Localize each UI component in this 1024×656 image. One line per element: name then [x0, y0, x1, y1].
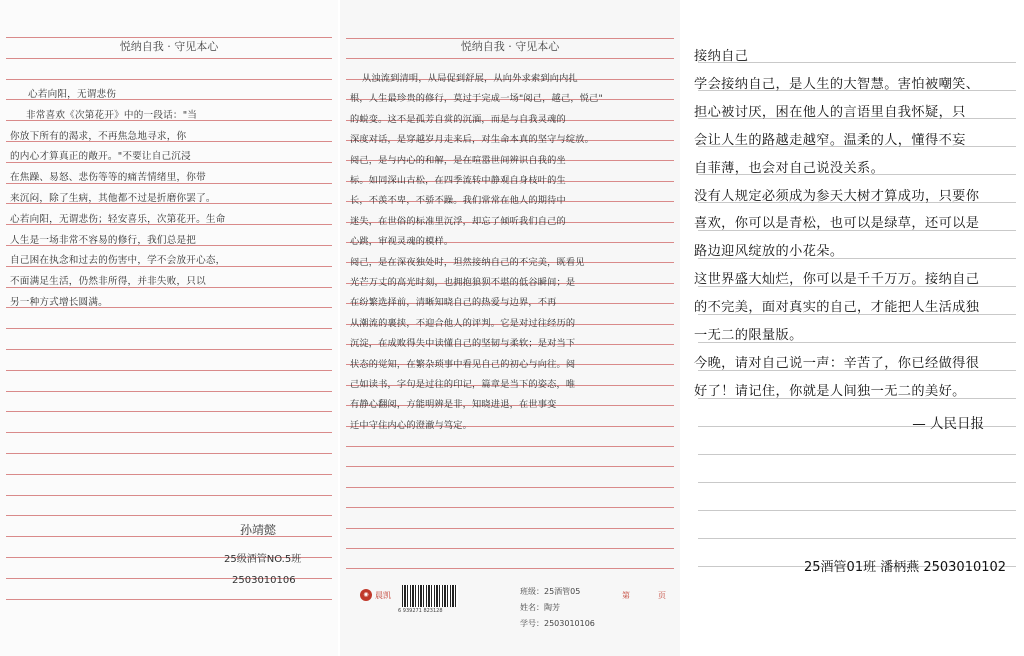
text-line: 从浊流到清明，从局促到舒展，从向外求索到向内扎 [362, 73, 578, 84]
rule-line [346, 528, 674, 529]
rule-line [6, 432, 332, 433]
source-attribution: — 人民日报 [912, 416, 984, 432]
text-line: 学会接纳自己，是人生的大智慧。害怕被嘲笑、 [694, 76, 980, 92]
text-line: 非常喜欢《次第花开》中的一段话："当 [26, 109, 198, 121]
text-line: 从潮流的裹挟，不迎合他人的评判。它是对过往经历的 [350, 317, 576, 329]
brand-name: 晨凯 [375, 591, 391, 600]
text-line: 接纳自己 [694, 49, 749, 64]
text-line: 来沉闷，除了生病，其他都不过是折磨你罢了。 [10, 193, 216, 204]
rule-line [6, 495, 332, 496]
class-field [520, 586, 580, 597]
rule-line [6, 474, 332, 475]
text-line: 路边迎风绽放的小花朵。 [694, 244, 844, 260]
class-label: 班级： [520, 587, 544, 596]
text-line: 好了！请记住，你就是人间独一无二的美好。 [694, 383, 966, 399]
text-line: 自己困在执念和过去的伤害中，学不会放开心态， [10, 255, 226, 267]
text-line: 另一种方式增长圆满。 [10, 297, 108, 308]
text-line: 在纷繁选择前，清晰知晓自己的热爱与边界，不再 [350, 297, 557, 309]
author-name: 孙靖懿 [240, 523, 277, 537]
text-line: 没有人规定必须成为参天大树才算成功，只要你 [694, 188, 980, 204]
rule-line [346, 548, 674, 549]
essay-page-middle [340, 0, 680, 656]
text-line: 担心被讨厌，困在他人的言语里自我怀疑，只 [694, 104, 966, 120]
text-line: 心若向阳，无谓悲伤；轻安喜乐，次第花开。生命 [10, 213, 226, 225]
text-line: 在焦躁、易怒、悲伤等等的痛苦情绪里，你带 [10, 172, 206, 184]
rule-line [6, 58, 332, 59]
barcode-icon [402, 585, 458, 607]
rule-line [6, 515, 332, 516]
rule-line [6, 536, 332, 537]
rule-line [6, 453, 332, 454]
rule-line [6, 599, 332, 600]
text-line: 迷失，在世俗的标准里沉浮，却忘了倾听我们自己的 [350, 215, 566, 227]
text-line: 心跳，审视灵魂的模样。 [350, 236, 454, 248]
text-line: 人生是一场非常不容易的修行，我们总是把 [10, 234, 197, 246]
text-line: 光芒万丈的高光时刻，也拥抱狼狈不堪的低谷瞬间；是 [350, 277, 576, 288]
text-line: 己如读书，字句是过往的印记，篇章是当下的姿态，唯 [350, 379, 576, 390]
text-line: 喜欢，你可以是青松，也可以是绿草，还可以是 [694, 216, 980, 232]
barcode-number: 6 939271 823128 [398, 608, 443, 614]
rule-line [6, 391, 332, 392]
author-signature: 25酒管01班 潘柄燕 2503010102 [804, 560, 1007, 575]
page-title: 悦纳自我 · 守见本心 [119, 40, 219, 53]
text-line: 的蜕变。这不是孤芳自赏的沉湎，而是与自我灵魂的 [350, 113, 566, 125]
rule-line [698, 454, 1016, 455]
page-number-label-left: 第 [622, 591, 630, 600]
essay-page-right [684, 0, 1024, 656]
rule-line [698, 538, 1016, 539]
rule-line [346, 568, 674, 569]
rule-line [6, 328, 332, 329]
text-line: 标。如同深山古松，在四季流转中静观自身枝叶的生 [350, 175, 566, 186]
text-line: 的内心才算真正的敞开。"不要让自己沉浸 [10, 151, 191, 163]
rule-line [6, 79, 332, 80]
rule-line [346, 507, 674, 508]
rule-line [346, 446, 674, 447]
rule-line [6, 370, 332, 371]
name-value: 陶芳 [544, 603, 560, 612]
text-line: 阅己，是与内心的和解，是在喧嚣世间辨识自我的坐 [350, 154, 566, 166]
text-line: 自菲薄，也会对自己说没关系。 [694, 160, 885, 176]
author-student-id: 2503010106 [232, 575, 296, 586]
id-field [520, 618, 595, 629]
rule-line [6, 411, 332, 412]
text-line: 的不完美，面对真实的自己，才能把人生活成独 [694, 300, 980, 316]
text-line: 有静心翻阅，方能明辨是非，知晓进退，在世事变 [350, 399, 557, 411]
id-label: 学号： [520, 619, 544, 628]
rule-line [698, 482, 1016, 483]
rule-line [698, 510, 1016, 511]
text-line: 沉淀，在成败得失中读懂自己的坚韧与柔软；是对当下 [350, 338, 576, 350]
text-line: 心若向阳，无谓悲伤 [28, 89, 117, 100]
text-line: 会让人生的路越走越窄。温柔的人，懂得不妄 [694, 132, 966, 148]
page-title: 悦纳自我 · 守见本心 [460, 40, 560, 53]
rule-line [346, 487, 674, 488]
id-value: 2503010106 [544, 619, 595, 628]
text-line: 状态的觉知，在繁杂琐事中看见自己的初心与向往。阅 [350, 358, 576, 370]
text-line: 你放下所有的渴求，不再焦急地寻求，你 [10, 130, 187, 142]
text-line: 一无二的限量版。 [694, 328, 803, 343]
author-class: 25级酒管NO.5班 [224, 554, 302, 565]
class-value: 25酒管05 [544, 587, 581, 596]
page-number-label-right: 页 [658, 591, 666, 600]
name-field [520, 602, 560, 613]
rule-line [6, 349, 332, 350]
name-label: 姓名： [520, 603, 544, 612]
text-line: 根，人生最珍贵的修行，莫过于完成一场"阅己，越己，悦己" [350, 93, 603, 105]
text-line: 迁中守住内心的澄澈与笃定。 [350, 419, 473, 431]
rule-line [346, 466, 674, 467]
text-line: 今晚，请对自己说一声：辛苦了，你已经做得很 [694, 355, 980, 371]
text-line: 阅己，是在深夜独处时，坦然接纳自己的不完美，既看见 [350, 256, 585, 268]
text-line: 深度对话，是穿越岁月走来后，对生命本真的坚守与绽放。 [350, 134, 595, 146]
text-line: 不面满足生活，仍然非所得，并非失败，只以 [10, 276, 206, 288]
text-line: 长，不羡不卑，不骄不躁。我们常常在他人的期待中 [350, 195, 566, 207]
essay-page-left [0, 0, 338, 656]
brand-logo-icon: ◉ [360, 589, 372, 601]
rule-line [6, 37, 332, 38]
text-line: 这世界盛大灿烂，你可以是千千万万。接纳自己 [694, 272, 980, 288]
rule-line [346, 38, 674, 39]
rule-line [346, 58, 674, 59]
